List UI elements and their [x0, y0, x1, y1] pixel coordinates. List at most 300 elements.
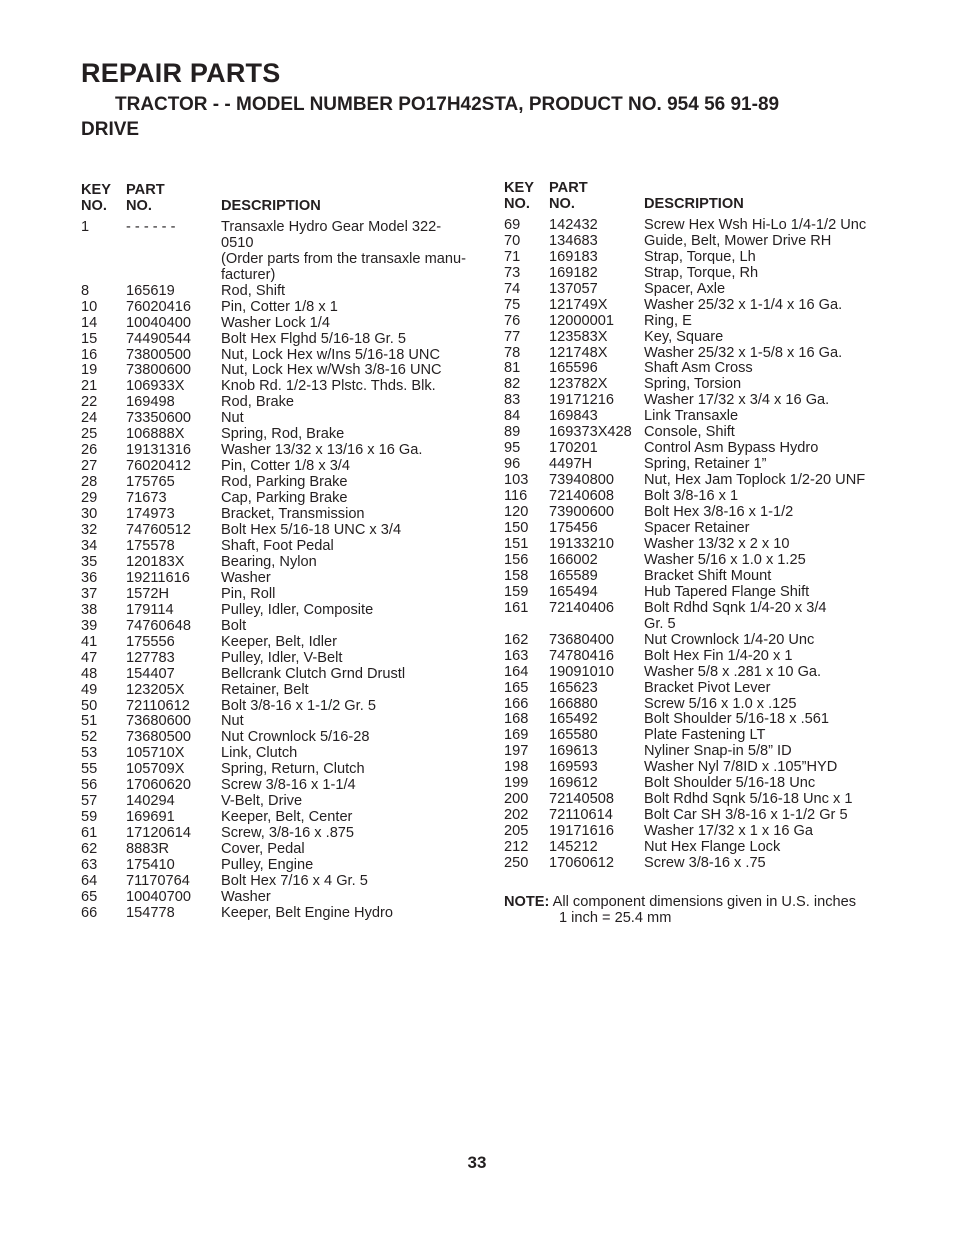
part-number: 72110614	[549, 807, 613, 824]
key-number: 29	[81, 490, 98, 507]
part-description	[221, 411, 481, 427]
description-line: Nut	[221, 713, 244, 730]
part-description	[644, 633, 889, 649]
part-description	[644, 314, 889, 330]
key-number: 36	[81, 569, 98, 586]
note-label: NOTE:	[504, 894, 550, 910]
part-number: 121749X	[549, 296, 608, 313]
key-number: 65	[81, 888, 98, 905]
table-row	[504, 234, 904, 250]
part-description	[644, 856, 889, 872]
table-row	[81, 635, 501, 651]
table-row	[81, 475, 501, 491]
table-row	[504, 409, 904, 425]
description-line: Washer 5/8 x .281 x 10 Ga.	[644, 663, 822, 680]
part-description	[221, 794, 481, 810]
part-number: 74760512	[126, 522, 191, 539]
table-row	[81, 539, 501, 555]
table-row	[81, 651, 501, 667]
part-description	[644, 840, 889, 856]
table-row	[81, 858, 501, 874]
part-description	[644, 792, 889, 808]
part-number: 1572H	[126, 585, 170, 602]
description-line: Washer 25/32 x 1-5/8 x 16 Ga.	[644, 344, 843, 361]
description-line: Pulley, Engine	[221, 857, 314, 874]
table-header	[81, 183, 501, 215]
description-line: Washer 13/32 x 13/16 x 16 Ga.	[221, 442, 423, 459]
table-row	[504, 218, 904, 234]
part-number: 71170764	[126, 872, 190, 889]
part-number: 19133210	[549, 535, 614, 552]
description-line: Nut	[221, 410, 244, 427]
description-line: Nut Crownlock 1/4-20 Unc	[644, 631, 815, 648]
part-description	[644, 409, 889, 425]
table-row	[81, 379, 501, 395]
table-row	[504, 824, 904, 840]
part-description	[221, 300, 481, 316]
key-number: 77	[504, 328, 521, 345]
table-row	[504, 441, 904, 457]
table-row	[504, 298, 904, 314]
description-line: Rod, Shift	[221, 282, 286, 299]
description-line: Bearing, Nylon	[221, 553, 317, 570]
part-number: 140294	[126, 793, 175, 810]
table-row	[504, 553, 904, 569]
part-number: 19091010	[549, 663, 614, 680]
key-number: 84	[504, 408, 521, 425]
part-number: 169182	[549, 264, 598, 281]
key-number: 25	[81, 426, 98, 443]
key-number: 156	[504, 551, 529, 568]
table-row	[81, 730, 501, 746]
description-line: Bolt Car SH 3/8-16 x 1-1/2 Gr 5	[644, 807, 848, 824]
table-row	[81, 443, 501, 459]
dimensions-note	[504, 895, 904, 927]
page-subtitle	[81, 92, 901, 142]
part-description	[221, 651, 481, 667]
part-description	[644, 665, 889, 681]
part-description	[221, 555, 481, 571]
key-number: 8	[81, 282, 90, 299]
description-line: Nut, Hex Jam Toplock 1/2-20 UNF	[644, 472, 866, 489]
table-row	[504, 681, 904, 697]
key-number: 212	[504, 839, 529, 856]
table-row	[81, 890, 501, 906]
part-number: 175578	[126, 537, 175, 554]
table-row	[504, 425, 904, 441]
key-number: 81	[504, 360, 521, 377]
key-number: 205	[504, 823, 529, 840]
part-number: 166002	[549, 551, 598, 568]
part-number: 170201	[549, 440, 598, 457]
key-number: 21	[81, 378, 98, 395]
description-line: Guide, Belt, Mower Drive RH	[644, 232, 832, 249]
key-number: 26	[81, 442, 98, 459]
part-description	[221, 348, 481, 364]
description-line: Bolt Shoulder 5/16-18 Unc	[644, 775, 816, 792]
description-line: Control Asm Bypass Hydro	[644, 440, 819, 457]
part-description	[644, 393, 889, 409]
description-line: Bolt Hex 3/8-16 x 1-1/2	[644, 504, 794, 521]
key-number: 39	[81, 617, 98, 634]
table-body	[504, 218, 904, 872]
description-line: Knob Rd. 1/2-13 Plstc. Thds. Blk.	[221, 378, 436, 395]
part-description	[644, 760, 889, 776]
description-line: Spring, Torsion	[644, 376, 742, 393]
part-description	[644, 282, 889, 298]
part-description	[221, 906, 481, 922]
table-row	[504, 314, 904, 330]
description-line: Shaft, Foot Pedal	[221, 537, 334, 554]
part-number: 106888X	[126, 426, 185, 443]
part-description	[644, 537, 889, 553]
part-description	[644, 377, 889, 393]
part-description	[221, 603, 481, 619]
description-line: Bracket Shift Mount	[644, 567, 772, 584]
table-row	[81, 826, 501, 842]
part-number: 17060612	[549, 855, 614, 872]
key-number: 66	[81, 904, 98, 921]
description-line: Key, Square	[644, 328, 724, 345]
key-number: 169	[504, 727, 529, 744]
part-description	[221, 683, 481, 699]
table-row	[81, 699, 501, 715]
description-line: (Order parts from the transaxle manu-	[221, 250, 466, 267]
description-line: Pin, Roll	[221, 585, 276, 602]
description-line: Gr. 5	[644, 615, 676, 632]
key-number: 76	[504, 312, 521, 329]
description-line: Spring, Return, Clutch	[221, 761, 365, 778]
part-number: 73800500	[126, 346, 191, 363]
part-description	[644, 697, 889, 713]
parts-table-right	[504, 181, 904, 872]
part-description	[221, 475, 481, 491]
part-number: 179114	[126, 601, 174, 618]
parts-table-left	[81, 183, 501, 922]
part-no-header: PART NO.	[549, 180, 588, 212]
description-line: Pulley, Idler, V-Belt	[221, 649, 343, 666]
description-line: Bolt Hex Fin 1/4-20 x 1	[644, 647, 793, 664]
part-number: 166880	[549, 695, 598, 712]
table-row	[504, 665, 904, 681]
part-number: 154407	[126, 665, 175, 682]
part-number: 145212	[549, 839, 598, 856]
description-line: Nut, Lock Hex w/Ins 5/16-18 UNC	[221, 346, 440, 363]
part-number: 174973	[126, 506, 175, 523]
description-line: V-Belt, Drive	[221, 793, 303, 810]
table-row	[81, 587, 501, 603]
part-description	[221, 858, 481, 874]
part-number: 175556	[126, 633, 175, 650]
part-description	[644, 266, 889, 282]
key-number: 14	[81, 314, 98, 331]
part-description	[221, 890, 481, 906]
key-number: 24	[81, 410, 98, 427]
part-number: 121748X	[549, 344, 608, 361]
part-description	[644, 712, 889, 728]
table-row	[81, 842, 501, 858]
description-line: Bolt Rdhd Sqnk 1/4-20 x 3/4	[644, 599, 827, 616]
description-header: DESCRIPTION	[644, 195, 744, 212]
part-number: 106933X	[126, 378, 185, 395]
part-number: 169691	[126, 809, 175, 826]
key-number: 159	[504, 583, 529, 600]
part-description	[221, 810, 481, 826]
description-line: Keeper, Belt, Center	[221, 809, 353, 826]
part-description	[221, 379, 481, 395]
description-line: Retainer, Belt	[221, 681, 309, 698]
table-body	[81, 220, 501, 922]
description-line: Bolt Hex Flghd 5/16-18 Gr. 5	[221, 330, 406, 347]
part-description	[644, 425, 889, 441]
part-description	[644, 681, 889, 697]
key-number: 116	[504, 488, 528, 505]
part-number: 19171616	[549, 823, 614, 840]
description-line: Screw 3/8-16 x .75	[644, 855, 766, 872]
table-row	[81, 794, 501, 810]
part-number: 165494	[549, 583, 598, 600]
page-number: 33	[467, 1153, 487, 1172]
table-row	[504, 712, 904, 728]
part-description	[644, 457, 889, 473]
part-number: 19131316	[126, 442, 191, 459]
key-number: 166	[504, 695, 529, 712]
description-line: Washer 13/32 x 2 x 10	[644, 535, 790, 552]
part-number: 72140608	[549, 488, 614, 505]
key-number: 163	[504, 647, 529, 664]
table-row	[504, 569, 904, 585]
key-number: 96	[504, 456, 521, 473]
key-number: 73	[504, 264, 521, 281]
key-number: 168	[504, 711, 529, 728]
key-number: 165	[504, 679, 529, 696]
part-number: 169183	[549, 248, 598, 265]
table-row	[81, 300, 501, 316]
part-description	[644, 808, 889, 824]
part-number: 165596	[549, 360, 598, 377]
description-line: Washer Lock 1/4	[221, 314, 330, 331]
description-line: Washer	[221, 569, 271, 586]
table-row	[504, 250, 904, 266]
table-row	[81, 284, 501, 300]
part-description	[644, 346, 889, 362]
part-number: 73940800	[549, 472, 614, 489]
key-number: 82	[504, 376, 521, 393]
part-description	[644, 585, 889, 601]
part-description	[221, 284, 481, 300]
description-line: Bolt 3/8-16 x 1	[644, 488, 739, 505]
key-number: 37	[81, 585, 98, 602]
part-number: 4497H	[549, 456, 593, 473]
table-row	[504, 697, 904, 713]
description-line: Washer 17/32 x 3/4 x 16 Ga.	[644, 392, 830, 409]
description-line: Plate Fastening LT	[644, 727, 766, 744]
description-line: Link, Clutch	[221, 745, 298, 762]
part-number: 169373X428	[549, 424, 632, 441]
key-number: 202	[504, 807, 529, 824]
part-description	[644, 728, 889, 744]
part-number: 73350600	[126, 410, 191, 427]
table-row	[504, 792, 904, 808]
part-number: 72140406	[549, 599, 614, 616]
description-line: Cover, Pedal	[221, 841, 305, 858]
part-number: 165580	[549, 727, 598, 744]
key-number: 57	[81, 793, 98, 810]
key-number: 53	[81, 745, 98, 762]
key-number: 71	[504, 248, 521, 265]
description-line: Bolt Hex 5/16-18 UNC x 3/4	[221, 522, 402, 539]
part-number: 123782X	[549, 376, 608, 393]
key-number: 51	[81, 713, 98, 730]
description-line: Bellcrank Clutch Grnd Drustl	[221, 665, 406, 682]
table-row	[504, 505, 904, 521]
description-line: Strap, Torque, Lh	[644, 248, 756, 265]
part-number: 165492	[549, 711, 598, 728]
part-description	[221, 539, 481, 555]
key-number: 250	[504, 855, 529, 872]
part-no-header: PART NO.	[126, 182, 165, 214]
key-number: 69	[504, 216, 521, 233]
description-line: Washer 17/32 x 1 x 16 Ga	[644, 823, 813, 840]
part-number: 71673	[126, 490, 167, 507]
part-description	[644, 553, 889, 569]
description-line: Washer 5/16 x 1.0 x 1.25	[644, 551, 806, 568]
description-line: Link Transaxle	[644, 408, 739, 425]
key-number: 56	[81, 777, 98, 794]
part-description	[221, 699, 481, 715]
description-line: Transaxle Hydro Gear Model 322-	[221, 218, 442, 235]
part-description	[221, 316, 481, 332]
part-number: 175456	[549, 520, 598, 537]
part-number: 127783	[126, 649, 175, 666]
part-description	[221, 443, 481, 459]
part-number: 165589	[549, 567, 598, 584]
key-no-header: KEY NO.	[504, 180, 535, 212]
description-line: Washer Nyl 7/8ID x .105”HYD	[644, 759, 838, 776]
table-row	[504, 585, 904, 601]
key-no-header: KEY NO.	[81, 182, 112, 214]
key-number: 50	[81, 697, 98, 714]
key-number: 1	[81, 218, 90, 235]
part-number: 134683	[549, 232, 598, 249]
table-row	[81, 683, 501, 699]
key-number: 47	[81, 649, 98, 666]
description-line: Nut Crownlock 5/16-28	[221, 729, 370, 746]
subtitle-model-line: TRACTOR - - MODEL NUMBER PO17H42STA, PRODUCT NO. 954 56 91-89	[115, 94, 780, 115]
key-number: 48	[81, 665, 98, 682]
description-line: Cap, Parking Brake	[221, 490, 348, 507]
part-description	[644, 505, 889, 521]
part-number: 154778	[126, 904, 175, 921]
key-number: 161	[504, 599, 529, 616]
key-number: 151	[504, 535, 529, 552]
key-number: 162	[504, 631, 529, 648]
description-line: facturer)	[221, 266, 276, 283]
key-number: 150	[504, 520, 529, 537]
table-row	[504, 808, 904, 824]
table-row	[81, 746, 501, 762]
key-number: 34	[81, 537, 98, 554]
part-description	[644, 489, 889, 505]
part-description	[644, 521, 889, 537]
key-number: 89	[504, 424, 521, 441]
description-line: Ring, E	[644, 312, 692, 329]
description-line: Keeper, Belt, Idler	[221, 633, 338, 650]
part-description	[644, 234, 889, 250]
part-description	[221, 667, 481, 683]
key-number: 197	[504, 743, 529, 760]
table-row	[504, 840, 904, 856]
part-number: 142432	[549, 216, 598, 233]
part-description	[644, 441, 889, 457]
table-row	[81, 459, 501, 475]
description-line: Spring, Rod, Brake	[221, 426, 345, 443]
table-row	[504, 346, 904, 362]
table-row	[81, 332, 501, 348]
key-number: 10	[81, 298, 98, 315]
table-row	[81, 874, 501, 890]
table-row	[81, 555, 501, 571]
part-number: 137057	[549, 280, 598, 297]
description-line: Bolt	[221, 617, 247, 634]
key-number: 59	[81, 809, 98, 826]
part-description	[644, 473, 889, 489]
part-number: 123205X	[126, 681, 185, 698]
key-number: 30	[81, 506, 98, 523]
description-line: Nut Hex Flange Lock	[644, 839, 781, 856]
table-row	[81, 507, 501, 523]
part-description	[644, 361, 889, 377]
table-row	[81, 220, 501, 284]
table-row	[81, 778, 501, 794]
table-row	[81, 603, 501, 619]
table-row	[81, 427, 501, 443]
part-description	[221, 619, 481, 635]
key-number: 75	[504, 296, 521, 313]
description-line: Pin, Cotter 1/8 x 1	[221, 298, 338, 315]
page-title: REPAIR PARTS	[81, 58, 281, 88]
description-line: Bracket, Transmission	[221, 506, 365, 523]
table-row	[81, 491, 501, 507]
part-number: 169843	[549, 408, 598, 425]
description-line: Washer	[221, 888, 271, 905]
key-number: 120	[504, 504, 529, 521]
description-line: 0510	[221, 234, 254, 251]
part-number: 123583X	[549, 328, 608, 345]
key-number: 158	[504, 567, 529, 584]
part-number: 73680500	[126, 729, 191, 746]
part-description	[221, 635, 481, 651]
note-text: All component dimensions given in U.S. inches	[552, 894, 857, 910]
key-number: 199	[504, 775, 529, 792]
key-number: 35	[81, 553, 98, 570]
part-number: 105710X	[126, 745, 185, 762]
table-row	[504, 330, 904, 346]
table-header	[504, 181, 904, 213]
key-number: 61	[81, 825, 98, 842]
part-number: 73680400	[549, 631, 614, 648]
description-line: Pin, Cotter 1/8 x 3/4	[221, 458, 350, 475]
table-row	[81, 363, 501, 379]
key-number: 62	[81, 841, 98, 858]
table-row	[504, 473, 904, 489]
part-description	[644, 824, 889, 840]
part-number: 175765	[126, 474, 175, 491]
table-row	[81, 316, 501, 332]
table-row	[81, 411, 501, 427]
table-row	[81, 571, 501, 587]
key-number: 164	[504, 663, 529, 680]
